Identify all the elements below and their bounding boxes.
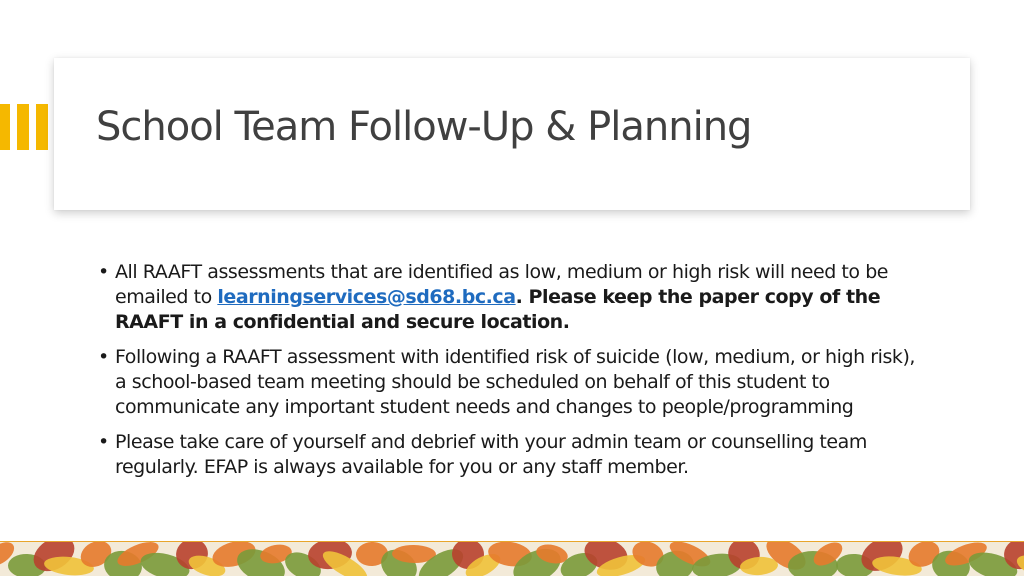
bullet-text: Following a RAAFT assessment with identified risk of suicide (low, medium, or high risk), a school-based team meeting should be scheduled on behalf of this student to communicate any important student needs and changes to people/programming <box>115 346 916 418</box>
email-link[interactable]: learningservices@sd68.bc.ca <box>217 286 516 308</box>
footer-pattern-graphic <box>0 542 1024 576</box>
bullet-list <box>98 260 928 490</box>
bullet-marker: • <box>98 431 109 453</box>
slide-title: School Team Follow-Up & Planning <box>96 104 752 150</box>
footer-pattern <box>0 542 1024 576</box>
bullet-marker: • <box>98 261 109 283</box>
accent-bar <box>0 104 10 150</box>
bullet-text: All RAAFT assessments that are identified as low, medium or high risk will need to be emailed to <box>115 261 889 308</box>
title-accent-bars <box>0 104 60 150</box>
title-box <box>54 58 970 210</box>
bullet-marker: • <box>98 346 109 368</box>
bullet-item <box>98 345 928 420</box>
accent-bar <box>36 104 48 150</box>
bullet-bold-text: . Please keep the paper copy of the RAAFT in a confidential and secure location. <box>115 286 881 333</box>
accent-bar <box>17 104 29 150</box>
bullet-text: Please take care of yourself and debrief with your admin team or counselling team regularly. EFAP is always available for you or any staff member. <box>115 431 867 478</box>
bullet-item <box>98 260 928 335</box>
bullet-item <box>98 430 928 480</box>
